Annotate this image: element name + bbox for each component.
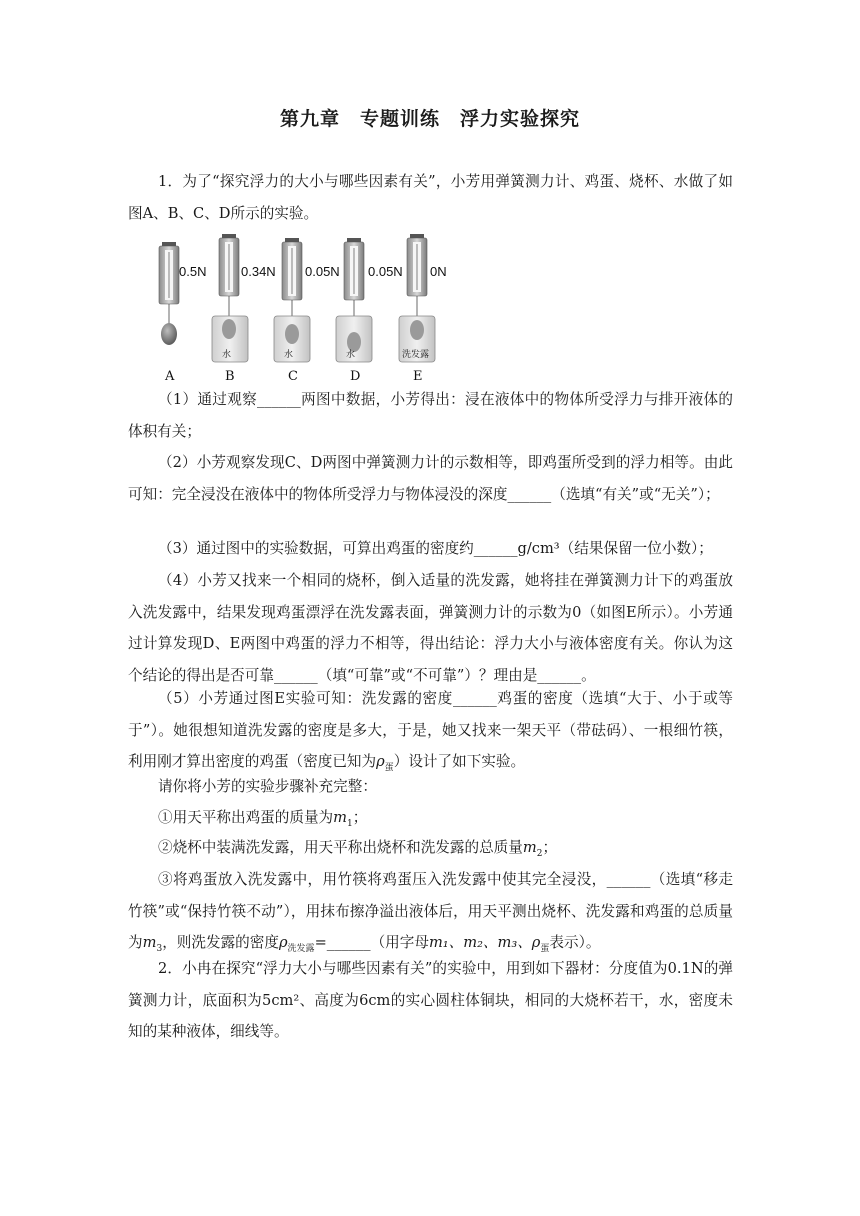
reading-c: 0.05N <box>305 264 340 279</box>
liquid-b: 水 <box>222 350 232 360</box>
liquid-e: 洗发露 <box>402 350 430 360</box>
q2-text: 2．小冉在探究“浮力大小与哪些因素有关”的实验中，用到如下器材：分度值为0.1N的弹簧测力计，底面积为5cm²、高度为6cm的实心圆柱体铜块，相同的大烧杯若干，水，密度未知的某种液体，细线等。 <box>128 960 733 1040</box>
scale-e <box>399 234 435 362</box>
reading-b: 0.34N <box>241 264 276 279</box>
scale-b <box>212 234 248 362</box>
letter-d: D <box>350 369 361 384</box>
experiment-figure <box>150 234 470 384</box>
liquid-d: 水 <box>346 350 356 360</box>
step-1: ①用天平称出鸡蛋的质量为$m_1$； <box>158 809 368 829</box>
step-3: ③将鸡蛋放入洗发露中，用竹筷将鸡蛋压入洗发露中使其完全浸没，______（选填“移走竹筷”或“保持竹筷不动”），用抹布擦净溢出液体后，用天平测出烧杯、洗发露和鸡蛋的总质量为$m_3$，则洗发露的密度$\rho_{洗发露}=\_\_\_\_\_\_$（用字母m₁、m₂、m₃、$\rho_蛋$表示）。 <box>128 871 733 954</box>
scale-c <box>274 238 310 362</box>
reading-a: 0.5N <box>179 264 207 279</box>
q1-sub5: （5）小芳通过图E实验可知：洗发露的密度______鸡蛋的密度（选填“大于、小于或等于”）。她很想知道洗发露的密度是多大，于是，她又找来一架天平（带砝码）、一根细竹筷，利用刚才算出密度的鸡蛋（密度已知为$\rho_蛋$）设计了如下实验。 <box>128 690 733 773</box>
q1-intro: 1．为了“探究浮力的大小与哪些因素有关”，小芳用弹簧测力计、鸡蛋、烧杯、水做了如图A、B、C、D所示的实验。 <box>128 173 733 222</box>
letter-b: B <box>225 369 235 384</box>
scale-a <box>159 242 179 345</box>
q1-sub3: （3）通过图中的实验数据，可算出鸡蛋的密度约______g/cm³（结果保留一位小数）； <box>158 540 713 557</box>
letter-e: E <box>413 369 423 384</box>
q1-sub1: （1）通过观察______两图中数据，小芳得出：浸在液体中的物体所受浮力与排开液体的体积有关； <box>128 391 733 440</box>
letter-a: A <box>165 369 175 384</box>
liquid-c: 水 <box>284 350 294 360</box>
q1-sub2: （2）小芳观察发现C、D两图中弹簧测力计的示数相等，即鸡蛋所受到的浮力相等。由此可知：完全浸没在液体中的物体所受浮力与物体浸没的深度______（选填“有关”或“无关”）； <box>128 454 733 503</box>
scale-d <box>336 238 372 362</box>
steps-intro: 请你将小芳的实验步骤补充完整： <box>158 778 377 795</box>
step-2: ②烧杯中装满洗发露，用天平称出烧杯和洗发露的总质量$m_2$； <box>158 839 558 859</box>
page-title: 第九章 专题训练 浮力实验探究 <box>279 108 580 130</box>
letter-c: C <box>288 369 298 384</box>
reading-d: 0.05N <box>368 264 403 279</box>
q1-sub4: （4）小芳又找来一个相同的烧杯，倒入适量的洗发露，她将挂在弹簧测力计下的鸡蛋放入洗发露中，结果发现鸡蛋漂浮在洗发露表面，弹簧测力计的示数为0（如图E所示）。小芳通过计算发现D、E两图中鸡蛋的浮力不相等，得出结论：浮力大小与液体密度有关。你认为这个结论的得出是否可靠______（填“可靠”或“不可靠”）？理由是______。 <box>128 572 733 684</box>
reading-e: 0N <box>430 264 447 279</box>
